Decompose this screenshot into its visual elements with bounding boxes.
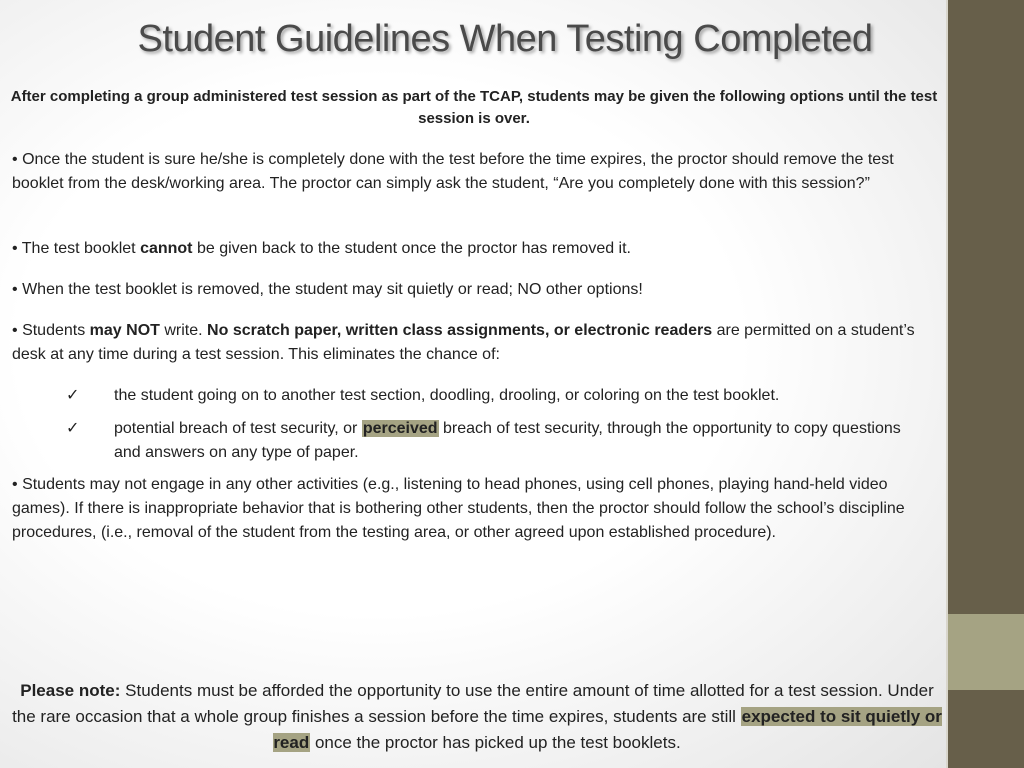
note-text-after: once the proctor has picked up the test booklets. [310,733,681,752]
bullet-1-text: Once the student is sure he/she is completely done with the test before the time expires, the proctor should remove the test booklet from the desk/working area. The proctor can simply ask the student, “Are you completely done with this session?” [12,151,894,192]
checkmark-icon: ✓ [66,420,80,437]
bullet-marker: • [12,476,18,493]
bullet-2-text-after: be given back to the student once the proctor has removed it. [192,240,631,257]
bullet-4-text-mid: write. [159,322,208,339]
checkmark-icon: ✓ [66,387,80,404]
check-item-2-text-before: potential breach of test security, or [114,420,362,437]
note-highlight: expected to sit quietly or read [273,707,942,752]
bullet-2-text-before: The test booklet [21,240,141,257]
bullet-4-emphasis-1: may NOT [89,322,160,339]
check-item-2-text [114,417,914,465]
sidebar-band-light [948,614,1024,690]
bullet-marker: • [12,322,18,339]
slide-title: Student Guidelines When Testing Completed [137,18,873,60]
sidebar-band-dark-bottom [948,690,1024,768]
bullet-3-text: When the test booklet is removed, the student may sit quietly or read; NO other options! [22,281,643,298]
bullet-2-emphasis: cannot [140,240,193,257]
bullet-marker: • [12,281,18,298]
check-item-2-text-after: breach of test security, through the opportunity to copy questions and answers on any type of paper. [114,420,901,461]
highlight-perceived: perceived [362,420,438,437]
check-item-1-text: the student going on to another test section, doodling, drooling, or coloring on the test booklet. [114,387,780,404]
bullet-5 [12,473,937,545]
bullet-5-text: Students may not engage in any other activities (e.g., listening to head phones, using cell phones, playing hand-held video games). If there is inappropriate behavior that is bothering other students, then the proctor should follow the school’s discipline procedures, (i.e., removal of the student from the testing area, or other agreed upon established procedure). [12,476,905,541]
note-label: Please note: [20,681,121,700]
bullet-4 [12,319,937,367]
sidebar-band-dark-top [948,0,1024,614]
please-note [8,678,946,756]
bullet-marker: • [12,240,18,257]
note-text-before: Students must be afforded the opportunity to use the entire amount of time allotted for a test session. Under the rare occasion that a whole group finishes a session before the time expires, students are still [12,681,934,726]
bullet-3 [12,278,937,302]
bullet-marker: • [12,151,18,168]
bullet-4-text-before: Students [22,322,90,339]
bullet-4-emphasis-2: No scratch paper, written class assignments, or electronic readers [207,322,713,339]
intro-text: After completing a group administered test session as part of the TCAP, students may be given the following options until the test session is over. [10,88,938,127]
bullet-1 [12,148,937,196]
bullet-4-text-after: are permitted on a student’s desk at any time during a test session. This eliminates the chance of: [12,322,915,363]
bullet-2 [12,237,937,261]
